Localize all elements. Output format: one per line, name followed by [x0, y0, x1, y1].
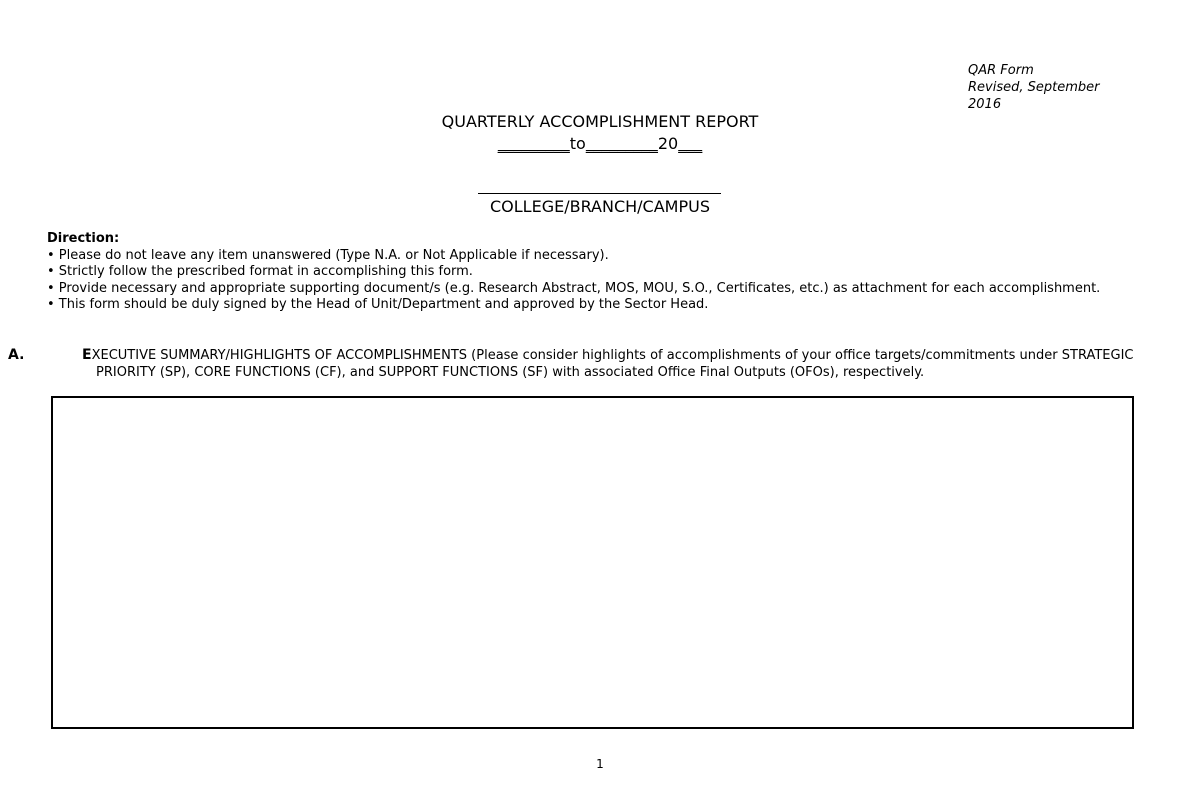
form-code: QAR Form	[968, 63, 1034, 78]
executive-summary-box[interactable]	[51, 396, 1134, 729]
directions-block	[47, 231, 1153, 314]
period-to-label: to	[569, 134, 586, 153]
period-year-prefix: 20	[657, 134, 679, 153]
section-a-title: XECUTIVE SUMMARY/HIGHLIGHTS OF ACCOMPLISHMENTS	[91, 348, 468, 363]
form-revision: Revised, September	[968, 80, 1100, 95]
college-label: COLLEGE/BRANCH/CAMPUS	[490, 197, 710, 216]
directions-heading: Direction:	[47, 231, 120, 246]
college-name-line	[478, 193, 721, 194]
direction-item: • Provide necessary and appropriate supporting document/s (e.g. Research Abstract, MOS, MOU, S.O., Certificates, etc.) as attachment for each accomplishment.	[47, 280, 1101, 296]
period-year-blank: ___	[678, 134, 703, 153]
direction-item: • Strictly follow the prescribed format in accomplishing this form.	[47, 264, 473, 279]
direction-item: • Please do not leave any item unanswered (Type N.A. or Not Applicable if necessary).	[47, 247, 609, 263]
report-period	[0, 134, 1200, 154]
page-number: 1	[596, 757, 604, 771]
report-title: QUARTERLY ACCOMPLISHMENT REPORT	[441, 112, 759, 131]
direction-item: • This form should be duly signed by the Head of Unit/Department and approved by the Sector Head.	[47, 297, 709, 312]
form-version-tag	[968, 62, 1099, 113]
section-a-letter: A.	[8, 347, 25, 363]
section-a-instruction: (Please consider highlights of accomplishments of your office targets/commitments under STRATEGIC PRIORITY (SP), CORE FUNCTIONS (CF), and SUPPORT FUNCTIONS (SF) with associated Office Final Outputs (OFOs), respectively.	[96, 348, 1134, 380]
section-a-heading	[8, 347, 1152, 381]
section-a-initial: E	[82, 347, 92, 363]
form-revision-year: 2016	[968, 97, 1002, 112]
period-end-blank: _________	[585, 134, 658, 153]
period-start-blank: _________	[497, 134, 570, 153]
